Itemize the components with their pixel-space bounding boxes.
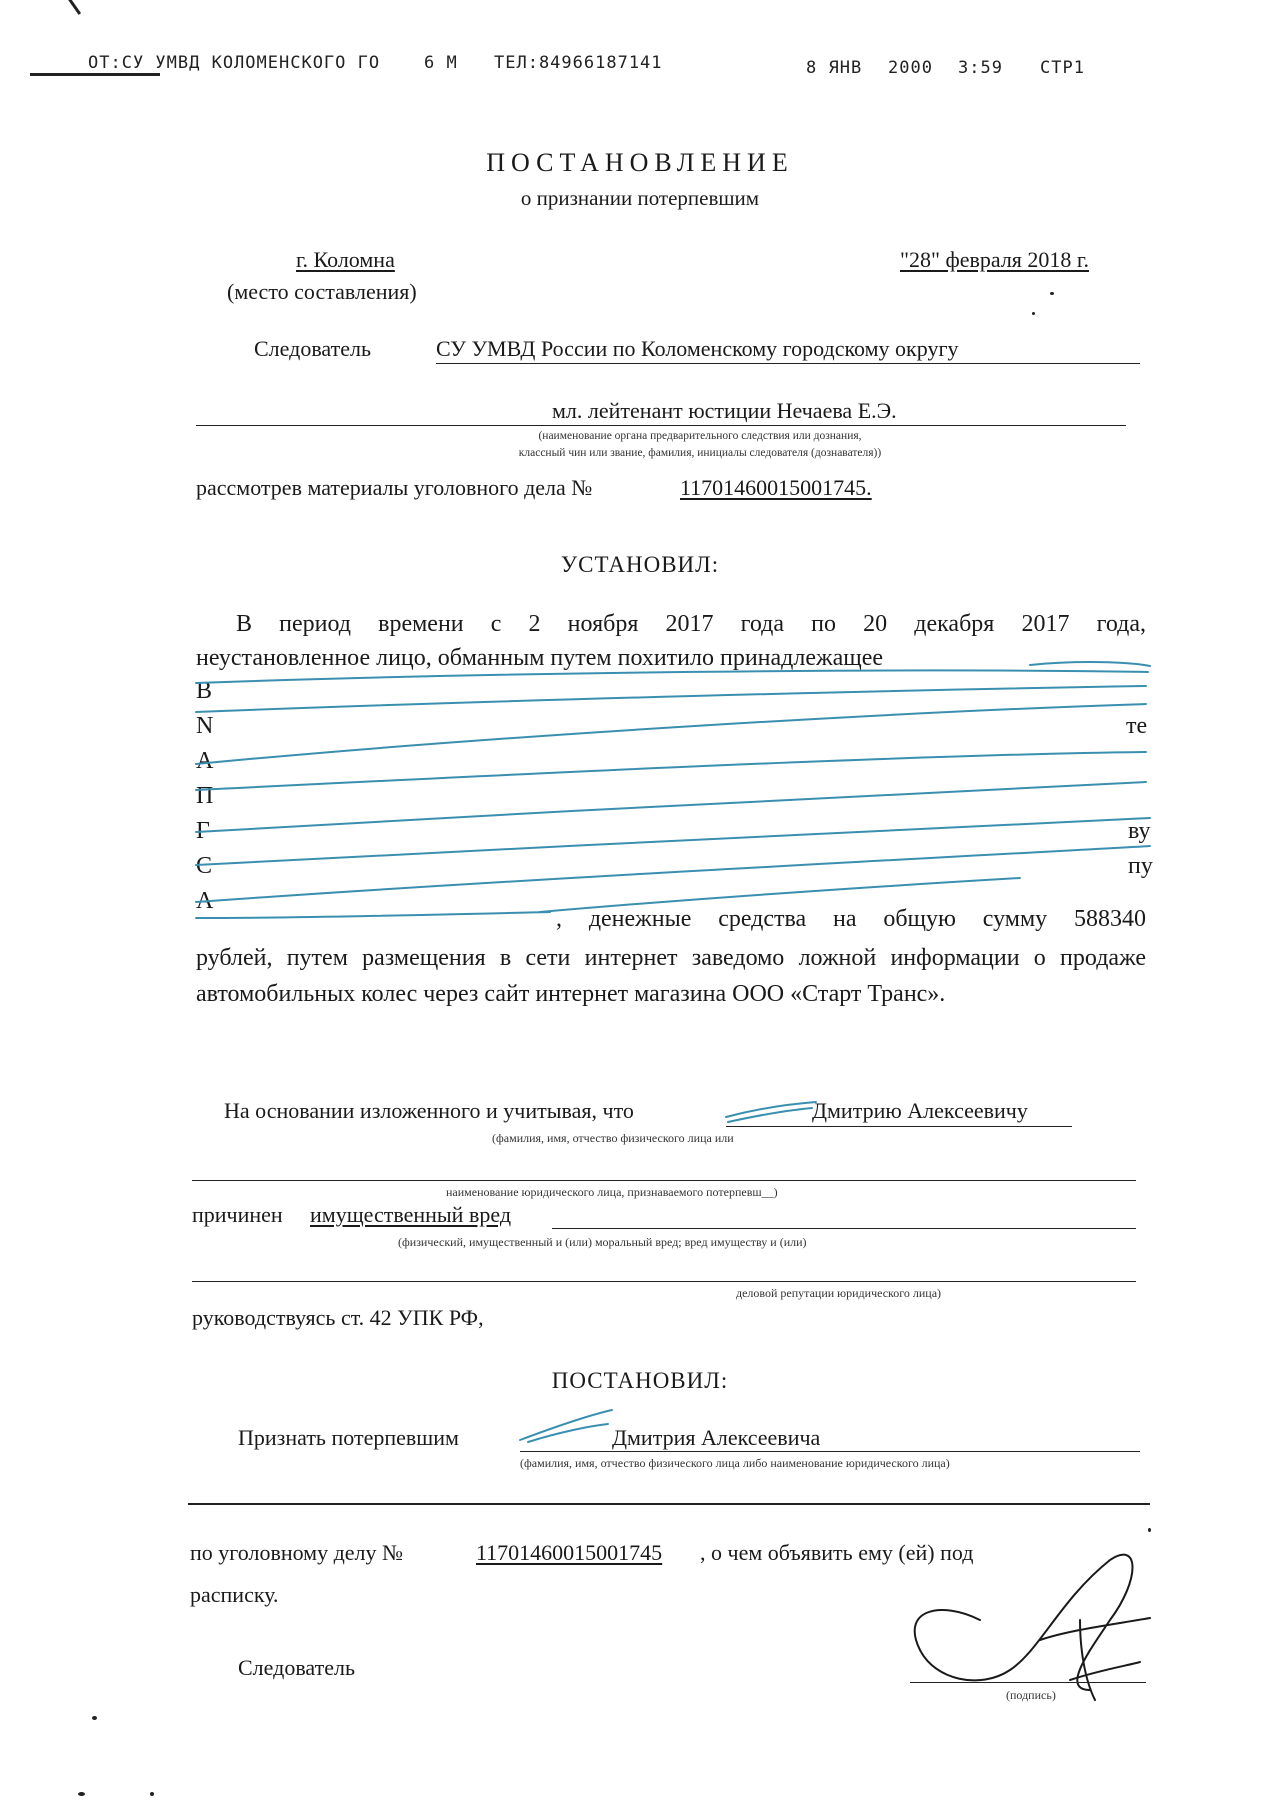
fax-page: СТР1: [1040, 58, 1085, 78]
investigator-caption-1: (наименование органа предварительного следствия или дознания,: [538, 430, 862, 442]
case-number: 11701460015001745.: [680, 475, 872, 500]
redacted-fragment: А: [196, 748, 214, 774]
fax-time: 3:59: [958, 58, 1003, 78]
paragraph-line-tail: , денежные средства на общую сумму 588340: [556, 906, 1146, 932]
signature-line: [910, 1682, 1146, 1683]
harm-type: имущественный вред: [310, 1202, 512, 1227]
place-caption: (место составления): [227, 279, 417, 304]
document-date: "28" февраля 2018 г.: [900, 247, 1089, 272]
scan-speck: [1148, 1528, 1151, 1532]
fax-year: 2000: [888, 58, 933, 78]
scan-speck: [1050, 292, 1054, 295]
victim-dative: Дмитрию Алексеевичу: [812, 1098, 1028, 1123]
redacted-fragment: ву: [1128, 818, 1151, 844]
established-heading: УСТАНОВИЛ:: [560, 552, 720, 577]
fax-date: 8 ЯНВ: [806, 58, 863, 78]
fax-from: ОТ:СУ УМВД КОЛОМЕНСКОГО ГО: [88, 53, 381, 73]
scan-speck: [150, 1792, 154, 1796]
receipt: расписку.: [190, 1582, 279, 1607]
redacted-fragment: те: [1126, 713, 1148, 739]
place: г. Коломна: [296, 247, 395, 272]
document-title: ПОСТАНОВЛЕНИЕ: [486, 148, 794, 177]
harm-caption-2: деловой репутации юридического лица): [736, 1286, 942, 1300]
resolved-heading: ПОСТАНОВИЛ:: [551, 1368, 729, 1393]
final-investigator: Следователь: [238, 1655, 356, 1680]
redacted-fragment: А: [196, 888, 214, 914]
considered-prefix: рассмотрев материалы уголовного дела №: [196, 475, 593, 500]
redacted-fragment: пу: [1128, 853, 1153, 879]
case-number-2: 11701460015001745: [476, 1540, 663, 1565]
redacted-fragment: N: [196, 713, 214, 739]
fax-code: 6 М: [424, 53, 458, 73]
paragraph-line-2: неустановленное лицо, обманным путем похитило принадлежащее: [196, 645, 884, 671]
harm-prefix: причинен: [192, 1202, 283, 1227]
basis-text: На основании изложенного и учитывая, что: [224, 1098, 634, 1123]
guided-by: руководствуясь ст. 42 УПК РФ,: [192, 1305, 484, 1330]
redacted-fragment: П: [196, 783, 214, 809]
redacted-fragment: В: [196, 678, 213, 704]
paragraph-rest: рублей, путем размещения в сети интернет заведомо ложной информации о продаже автомобильных колес через сайт интернет магазина ООО «Старт Транс».: [196, 945, 1146, 1007]
scan-speck: [78, 1792, 85, 1796]
redacted-fragment: Г: [196, 818, 210, 844]
document-subtitle: о признании потерпевшим: [520, 186, 760, 210]
victim-caption-2: наименование юридического лица, признаваемого потерпевш__): [446, 1185, 778, 1199]
investigator-name: мл. лейтенант юстиции Нечаева Е.Э.: [552, 398, 897, 423]
victim-genitive: Дмитрия Алексеевича: [612, 1425, 821, 1450]
investigator-caption-2: классный чин или звание, фамилия, инициалы следователя (дознавателя)): [518, 447, 882, 459]
fax-phone: ТЕЛ:84966187141: [494, 53, 663, 73]
investigator-org: СУ УМВД России по Коломенскому городскому округу: [436, 336, 959, 361]
harm-caption-1: (физический, имущественный и (или) моральный вред; вред имуществу и (или): [398, 1235, 807, 1249]
paragraph-line-1: В период времени с 2 ноября 2017 года по 20 декабря 2017 года,: [236, 611, 1146, 637]
scan-speck: [92, 1716, 97, 1720]
victim-caption-1: (фамилия, имя, отчество физического лица или: [492, 1131, 734, 1145]
recognize-caption: (фамилия, имя, отчество физического лица либо наименование юридического лица): [520, 1456, 950, 1470]
signature-caption: (подпись): [1006, 1688, 1056, 1702]
recognize-prefix: Признать потерпевшим: [238, 1425, 459, 1450]
case-prefix: по уголовному делу №: [190, 1540, 404, 1565]
investigator-label: Следователь: [254, 336, 372, 361]
case-suffix: , о чем объявить ему (ей) под: [700, 1540, 974, 1565]
redacted-fragment: С: [196, 853, 213, 879]
scan-speck: [1032, 312, 1035, 315]
